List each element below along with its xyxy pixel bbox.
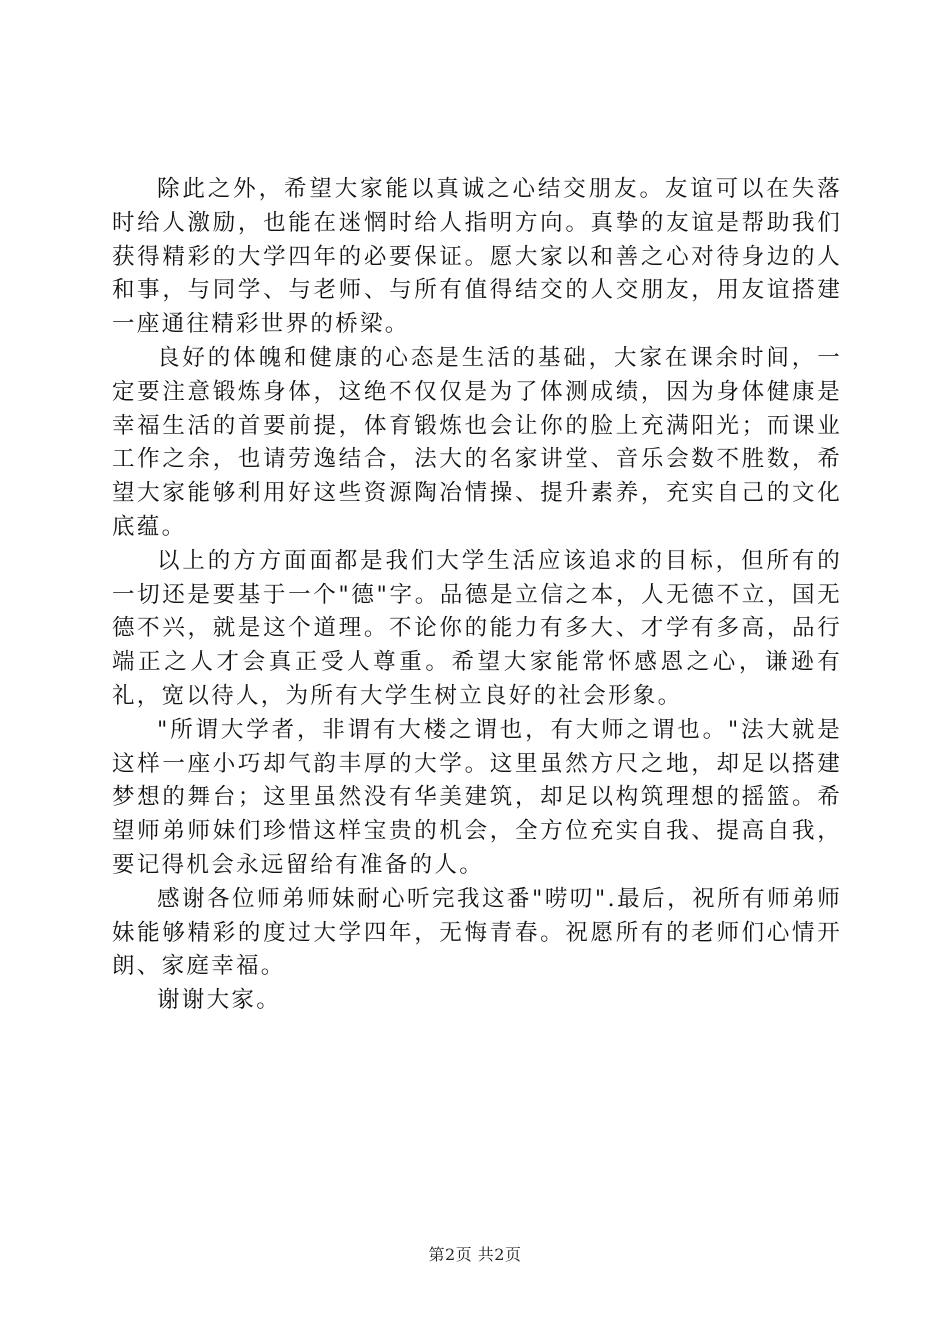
paragraph-closing: 谢谢大家。	[157, 987, 282, 1014]
paragraph-health: 良好的体魄和健康的心态是生活的基础，大家在课余时间，一定要注意锻炼身体，这绝不仅仅是为了体测成绩，因为身体健康是幸福生活的首要前提，体育锻炼也会让你的脸上充满阳光；而课业工作之余，也请劳逸结合，法大的名家讲堂、音乐会数不胜数，希望大家能够利用好这些资源陶冶情操、提升素养，充实自己的文化底蕴。	[112, 344, 842, 540]
paragraph-friendship: 除此之外，希望大家能以真诚之心结交朋友。友谊可以在失落时给人激励，也能在迷惘时给人指明方向。真挚的友谊是帮助我们获得精彩的大学四年的必要保证。愿大家以和善之心对待身边的人和事，与同学、与老师、与所有值得结交的人交朋友，用友谊搭建一座通往精彩世界的桥梁。	[112, 176, 842, 338]
paragraph-virtue: 以上的方方面面都是我们大学生活应该追求的目标，但所有的一切还是要基于一个"德"字。品德是立信之本，人无德不立，国无德不兴，就是这个道理。不论你的能力有多大、才学有多高，品行端正之人才会真正受人尊重。希望大家能常怀感恩之心，谦逊有礼，宽以待人，为所有大学生树立良好的社会形象。	[112, 547, 842, 709]
document-body	[112, 173, 842, 1018]
paragraph-thanks: 感谢各位师弟师妹耐心听完我这番"唠叨".最后，祝所有师弟师妹能够精彩的度过大学四年，无悔青春。祝愿所有的老师们心情开朗、家庭幸福。	[112, 885, 842, 980]
page-footer: 第2页 共2页	[428, 1245, 522, 1264]
paragraph-university: "所谓大学者，非谓有大楼之谓也，有大师之谓也。"法大就是这样一座小巧却气韵丰厚的大学。这里虽然方尺之地，却足以搭建梦想的舞台；这里虽然没有华美建筑，却足以构筑理想的摇篮。希望师弟师妹们珍惜这样宝贵的机会，全方位充实自我、提高自我，要记得机会永远留给有准备的人。	[112, 716, 842, 878]
